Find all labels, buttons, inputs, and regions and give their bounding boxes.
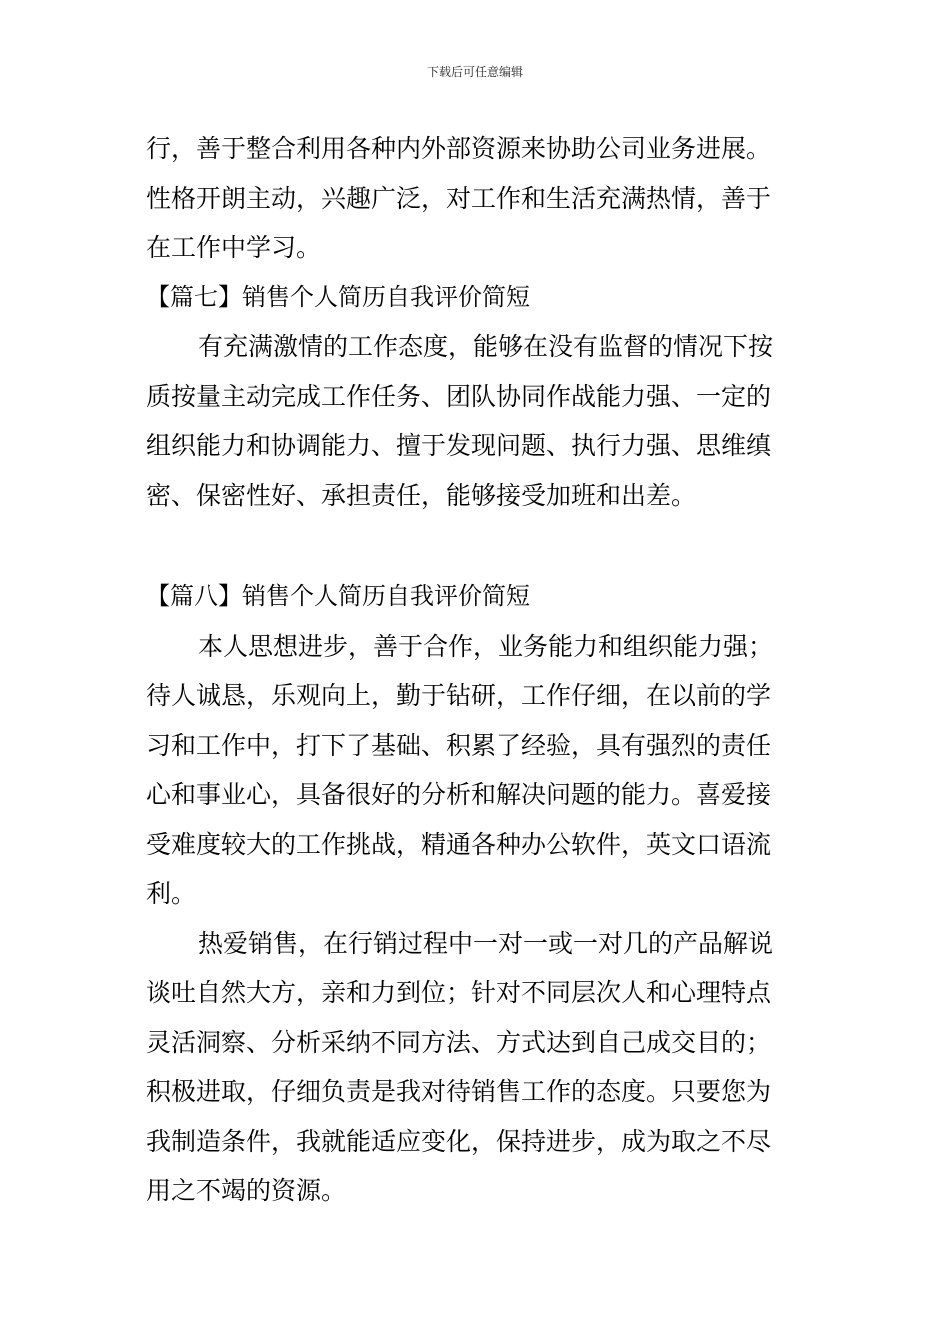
paragraph-line: 本人思想进步，善于合作，业务能力和组织能力强； xyxy=(198,631,774,661)
paragraph-line: 组织能力和协调能力、擅于发现问题、执行力强、思维缜 xyxy=(146,431,772,460)
paragraph-line: 有充满激情的工作态度，能够在没有监督的情况下按 xyxy=(198,332,774,361)
paragraph-line: 密、保密性好、承担责任，能够接受加班和出差。 xyxy=(146,480,697,510)
paragraph-line: 积极进取，仔细负责是我对待销售工作的态度。只要您为 xyxy=(146,1077,772,1106)
section-8-paragraph-2 xyxy=(146,919,814,1216)
section-7-paragraph xyxy=(146,322,814,520)
paragraph-line: 用之不竭的资源。 xyxy=(146,1176,347,1205)
blank-line xyxy=(146,520,814,572)
paragraph-line: 谈吐自然大方，亲和力到位；针对不同层次人和心理特点 xyxy=(146,978,772,1007)
paragraph-line: 在工作中学习。 xyxy=(146,233,322,262)
section-8-paragraph-1 xyxy=(146,622,814,919)
paragraph-line: 利。 xyxy=(146,879,197,908)
intro-paragraph xyxy=(146,124,814,273)
paragraph-line: 热爱销售，在行销过程中一对一或一对几的产品解说 xyxy=(198,928,774,958)
document-body xyxy=(146,124,814,1216)
paragraph-line: 质按量主动完成工作任务、团队协同作战能力强、一定的 xyxy=(146,381,772,411)
paragraph-line: 灵活洞察、分析采纳不同方法、方式达到自己成交目的； xyxy=(146,1027,772,1057)
section-heading-7: 【篇七】销售个人简历自我评价简短 xyxy=(146,282,530,311)
section-heading-8: 【篇八】销售个人简历自我评价简短 xyxy=(146,582,530,610)
page-header: 下载后可任意编辑 xyxy=(426,65,523,79)
paragraph-line: 我制造条件，我就能适应变化，保持进步，成为取之不尽 xyxy=(146,1126,772,1156)
paragraph-line: 习和工作中，打下了基础、积累了经验，具有强烈的责任 xyxy=(146,730,772,760)
paragraph-line: 性格开朗主动，兴趣广泛，对工作和生活充满热情，善于 xyxy=(146,183,772,213)
paragraph-line: 受难度较大的工作挑战，精通各种办公软件，英文口语流 xyxy=(146,829,772,859)
paragraph-line: 行，善于整合利用各种内外部资源来协助公司业务进展。 xyxy=(146,134,772,163)
paragraph-line: 心和事业心，具备很好的分析和解决问题的能力。喜爱接 xyxy=(146,780,772,809)
paragraph-line: 待人诚恳，乐观向上，勤于钻研，工作仔细，在以前的学 xyxy=(146,681,772,710)
